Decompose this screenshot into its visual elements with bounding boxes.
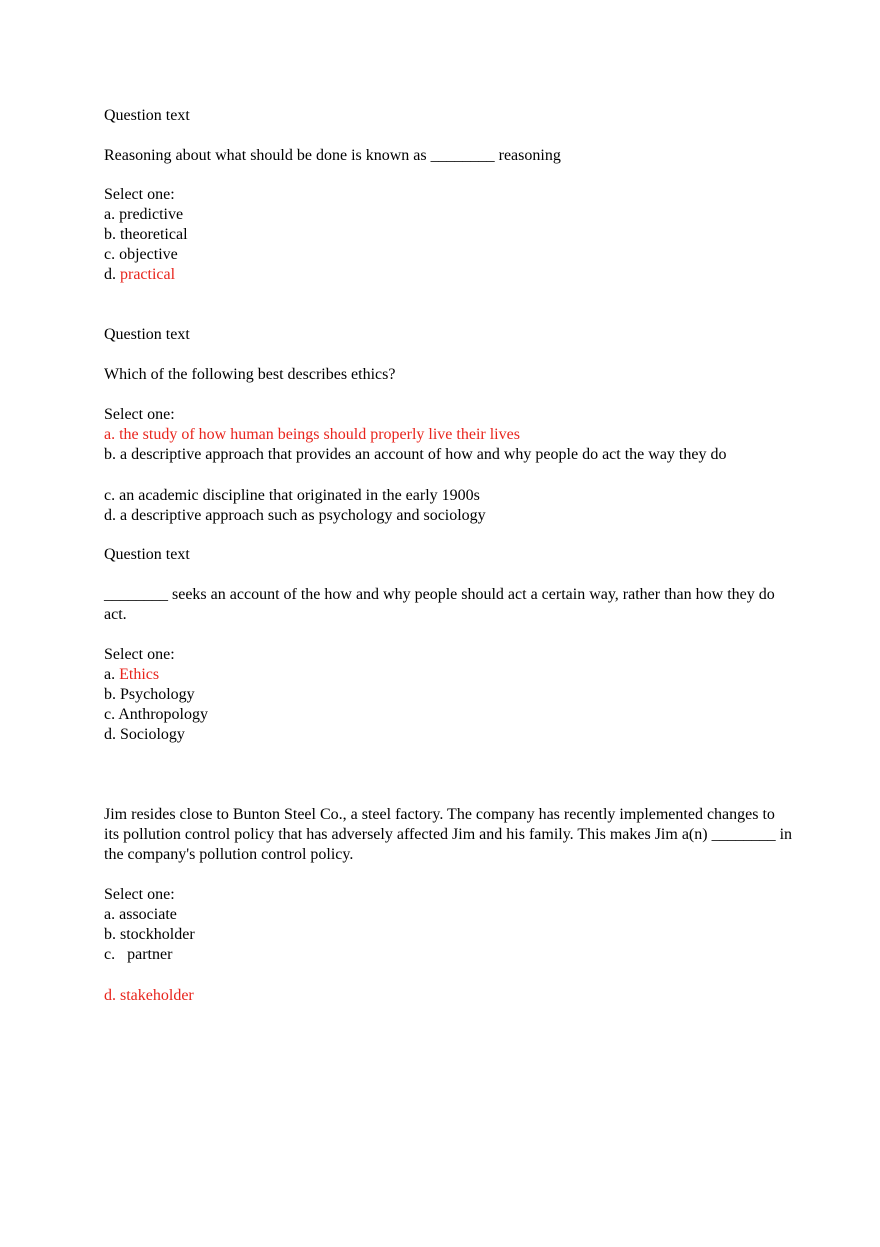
option-text: a descriptive approach that provides an account of how and why people do act the way they do: [120, 446, 727, 463]
option-text: partner: [127, 946, 173, 963]
option-letter: c.: [104, 706, 119, 723]
question-header: Question text: [104, 107, 190, 124]
option-letter: b.: [104, 686, 120, 703]
question-prompt: Which of the following best describes ethics?: [104, 366, 396, 383]
select-label: Select one:: [104, 886, 175, 903]
option-letter: a.: [104, 206, 120, 223]
question-prompt: ________ seeks an account of the how and why people should act a certain way, rather than how they do act.: [104, 586, 779, 623]
option-b: [104, 685, 794, 705]
question-3: [104, 545, 794, 745]
option-a: [104, 205, 794, 225]
question-header: Question text: [104, 546, 190, 563]
option-letter: d.: [104, 266, 120, 283]
option-c: [104, 945, 794, 965]
option-text: predictive: [119, 206, 184, 223]
option-c: [104, 705, 794, 725]
option-text: a descriptive approach such as psychology and sociology: [120, 507, 486, 524]
option-text: theoretical: [120, 226, 188, 243]
option-d-correct: [104, 986, 794, 1006]
question-prompt: Reasoning about what should be done is known as ________ reasoning: [104, 147, 561, 164]
option-text: stockholder: [120, 926, 195, 943]
option-letter: d.: [104, 726, 120, 743]
option-d-correct: [104, 265, 794, 285]
option-a: [104, 905, 794, 925]
option-letter: c.: [104, 246, 120, 263]
select-label: Select one:: [104, 646, 175, 663]
option-text: Psychology: [120, 686, 195, 703]
question-1: [104, 106, 794, 285]
option-letter: c.: [104, 487, 120, 504]
option-b: [104, 225, 794, 245]
option-letter: a.: [104, 666, 120, 683]
option-letter: d.: [104, 987, 120, 1004]
option-text: associate: [119, 906, 177, 923]
option-letter: a.: [104, 426, 120, 443]
correct-answer-text: practical: [120, 266, 176, 283]
option-a-correct: [104, 665, 794, 685]
correct-answer-text: Ethics: [119, 666, 160, 683]
option-b: [104, 925, 794, 945]
question-prompt: Jim resides close to Bunton Steel Co., a steel factory. The company has recently implemented changes to its pollution control policy that has adversely affected Jim and his family. This makes Jim a(n) ________ in the company's pollution control policy.: [104, 806, 797, 863]
option-letter: b.: [104, 226, 120, 243]
option-d: [104, 725, 794, 745]
option-letter: b.: [104, 446, 120, 463]
question-header: Question text: [104, 326, 190, 343]
correct-answer-text: stakeholder: [120, 987, 194, 1004]
option-text: an academic discipline that originated in the early 1900s: [119, 487, 480, 504]
correct-answer-text: the study of how human beings should properly live their lives: [119, 426, 520, 443]
option-text: objective: [119, 246, 178, 263]
option-d: [104, 506, 794, 526]
option-c: [104, 245, 794, 265]
option-c: [104, 486, 794, 506]
select-label: Select one:: [104, 406, 175, 423]
option-letter: c.: [104, 946, 128, 963]
option-letter: d.: [104, 507, 120, 524]
option-text: Anthropology: [118, 706, 208, 723]
option-letter: a.: [104, 906, 120, 923]
select-label: Select one:: [104, 186, 175, 203]
question-4: [104, 805, 797, 1006]
question-2: [104, 325, 794, 526]
option-a-correct: [104, 425, 794, 445]
option-b: [104, 445, 794, 465]
option-letter: b.: [104, 926, 120, 943]
option-text: Sociology: [120, 726, 185, 743]
